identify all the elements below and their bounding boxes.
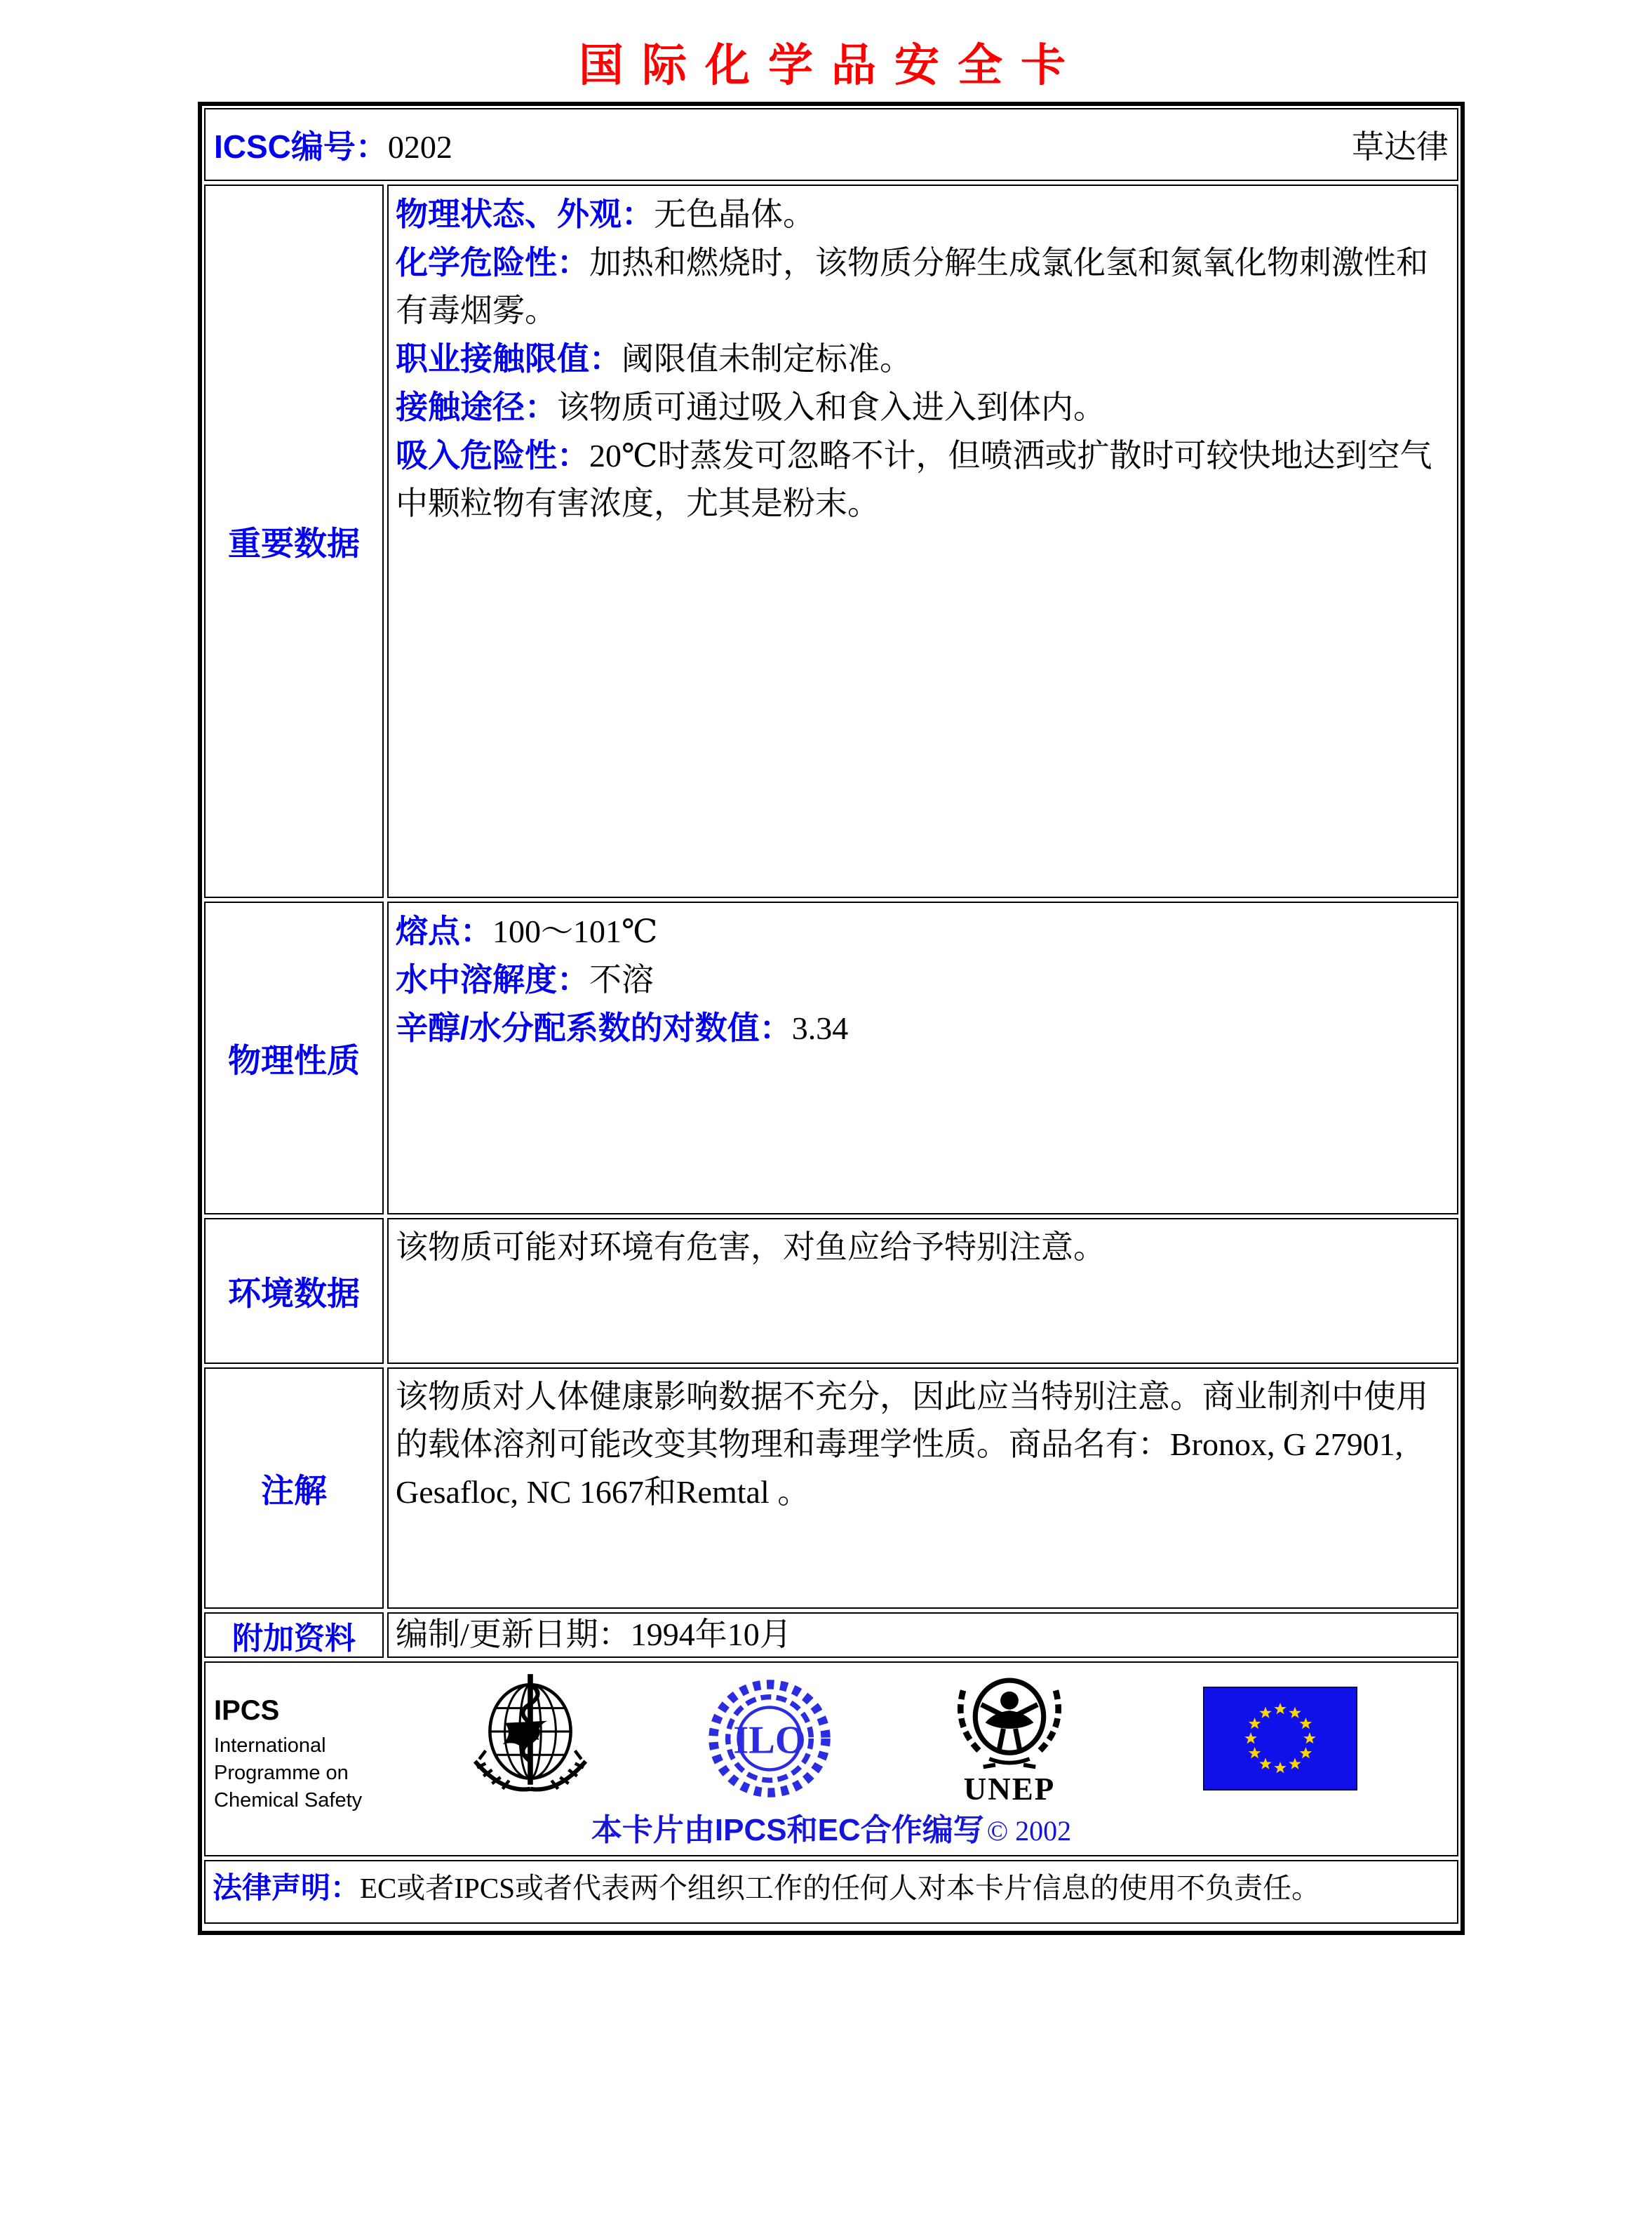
section-content-physical-properties (387, 902, 1458, 1214)
legal-notice-text: EC或者IPCS或者代表两个组织工作的任何人对本卡片信息的使用不负责任。 (360, 1872, 1321, 1904)
section-physical-properties (204, 902, 1458, 1214)
ipcs-line-1: International (214, 1734, 326, 1757)
section-label-environmental-data: 环境数据 (204, 1218, 384, 1364)
ipcs-acronym: IPCS (214, 1695, 280, 1726)
field-label: 化学危险性： (396, 244, 589, 281)
copyright-text: © 2002 (986, 1815, 1072, 1847)
environment-text: 该物质可能对环境有危害，对鱼应给予特别注意。 (396, 1229, 1106, 1265)
section-label-physical-properties: 物理性质 (204, 902, 384, 1214)
update-date-text: 编制/更新日期：1994年10月 (396, 1616, 792, 1652)
section-important-data (204, 185, 1458, 898)
section-content-notes (387, 1367, 1458, 1609)
field-value: 20℃时蒸发可忽略不计，但喷洒或扩散时可较快地达到空气中颗粒物有害浓度，尤其是粉末。 (396, 438, 1432, 521)
field-value: 该物质可通过吸入和食入进入到体内。 (557, 389, 1106, 425)
ilo-logo-text: ILO (733, 1718, 806, 1762)
field-chemical-danger (396, 239, 1444, 335)
eu-flag-icon (1203, 1687, 1357, 1794)
section-additional-information (204, 1612, 1458, 1658)
chemical-name: 草达律 (1352, 129, 1449, 165)
field-label: 水中溶解度： (396, 961, 589, 998)
field-value: 不溶 (589, 962, 654, 998)
field-inhalation-risk (396, 431, 1444, 528)
who-logo-icon (466, 1670, 594, 1805)
section-notes (204, 1367, 1458, 1609)
legal-notice-label: 法律声明： (213, 1871, 361, 1904)
card-header-row (204, 108, 1458, 181)
field-partition-coefficient (396, 1004, 1444, 1052)
field-label: 吸入危险性： (396, 437, 589, 474)
unep-logo-icon (949, 1670, 1070, 1805)
field-label: 接触途径： (396, 389, 557, 425)
field-value: 100～101℃ (492, 913, 658, 949)
field-water-solubility (396, 956, 1444, 1004)
legal-notice-row (204, 1860, 1458, 1924)
ipcs-text-block (214, 1695, 362, 1814)
unep-logo-text: UNEP (963, 1772, 1056, 1807)
section-label-important-data: 重要数据 (204, 185, 384, 898)
field-label: 熔点： (396, 913, 492, 949)
footer-row (204, 1661, 1458, 1856)
icsc-number-group (214, 121, 452, 168)
section-label-notes: 注解 (204, 1367, 384, 1609)
ilo-logo-icon (706, 1678, 833, 1802)
section-label-additional-information: 附加资料 (204, 1612, 384, 1658)
field-exposure-routes (396, 383, 1444, 431)
icsc-card (198, 102, 1465, 1935)
ipcs-line-2: Programme on (214, 1762, 349, 1784)
page-title: 国际化学品安全卡 (579, 41, 1084, 91)
ipcs-line-3: Chemical Safety (214, 1789, 363, 1812)
field-label: 辛醇/水分配系数的对数值： (396, 1010, 792, 1046)
field-label: 物理状态、外观： (396, 196, 654, 232)
field-occupational-limit (396, 335, 1444, 383)
field-label: 职业接触限值： (396, 340, 622, 377)
field-value: 加热和燃烧时，该物质分解生成氯化氢和氮氧化物刺激性和有毒烟雾。 (396, 245, 1428, 328)
notes-text: 该物质对人体健康影响数据不充分，因此应当特别注意。商业制剂中使用的载体溶剂可能改变其物理和毒理学性质。商品名有：Bronox, G 27901, Gesafloc, NC 1667和Remtal 。 (396, 1379, 1428, 1510)
footer-caption (206, 1805, 1457, 1849)
section-content-important-data (387, 185, 1458, 898)
field-value: 无色晶体。 (654, 196, 815, 232)
section-environmental-data (204, 1218, 1458, 1364)
section-content-environmental-data (387, 1218, 1458, 1364)
icsc-number-value: 0202 (387, 129, 452, 165)
field-physical-state (396, 190, 1444, 239)
field-melting-point (396, 907, 1444, 956)
icsc-number-label: ICSC编号： (214, 128, 388, 165)
field-value: 阈限值未制定标准。 (622, 341, 912, 377)
cooperation-caption: 本卡片由IPCS和EC合作编写 (591, 1813, 984, 1847)
field-value: 3.34 (791, 1010, 849, 1046)
section-content-additional-information (387, 1612, 1458, 1658)
